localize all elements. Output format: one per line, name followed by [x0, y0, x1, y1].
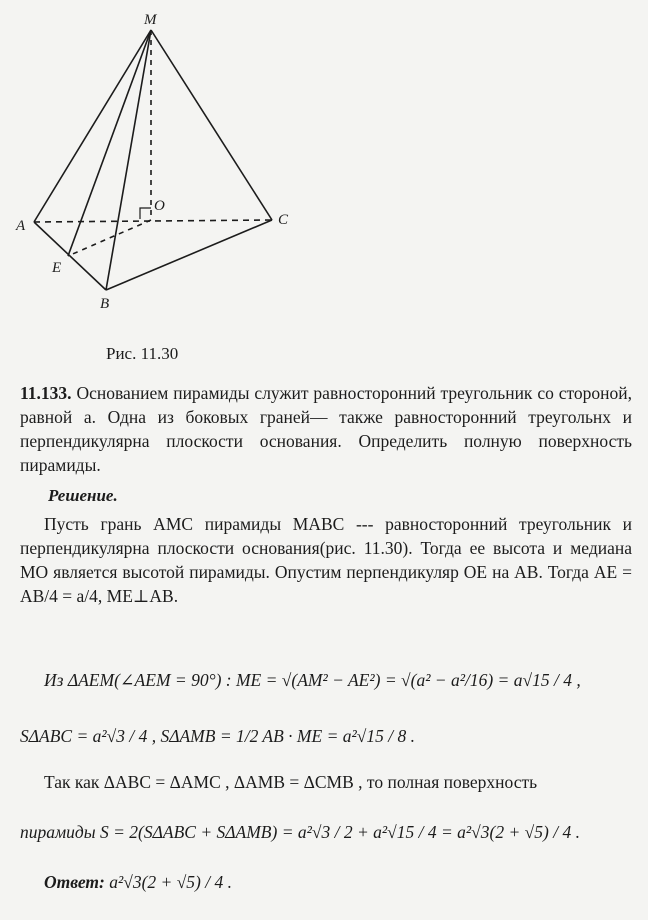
answer-label: Ответ: [44, 872, 105, 892]
solution-heading: Решение. [48, 486, 118, 505]
equal-triangles-line: Так как ΔABC = ΔAMC , ΔAMB = ΔCMB , то полная поверхность [44, 772, 538, 792]
edge-AB [34, 222, 106, 290]
formula-me: Из ΔAEM(∠AEM = 90°) : ME = √(AM² − AE²) = √(a² − a²/16) = a√15 / 4 , [44, 670, 581, 690]
solution-paragraph: Пусть грань AMC пирамиды MABC --- равносторонний треугольник и перпендикулярна плоскости основания(рис. 11.30). Тогда ее высота и медиана MO является высотой пирамиды. Опустим перпендикуляр OE на AB. Тогда AE = AB/4 = a/4, ME⊥AB. [20, 514, 632, 606]
edge-MA [34, 30, 151, 222]
formula-areas: SΔABC = a²√3 / 4 , SΔAMB = 1/2 AB · ME = a²√15 / 8 . [20, 726, 415, 746]
answer-value: a²√3(2 + √5) / 4 . [109, 872, 233, 892]
right-angle-mark [140, 208, 151, 219]
label-B: B [100, 296, 110, 312]
edge-MB [106, 30, 151, 290]
label-M: M [144, 12, 157, 28]
edge-AC-hidden [34, 220, 272, 222]
problem-statement [20, 381, 632, 477]
label-O: O [154, 198, 165, 214]
label-A: A [16, 218, 26, 234]
label-E: E [52, 260, 62, 276]
answer-line [44, 872, 232, 893]
problem-number: 11.133. [20, 383, 72, 403]
formula-total: пирамиды S = 2(SΔABC + SΔAMB) = a²√3 / 2 + a²√15 / 4 = a²√3(2 + √5) / 4 . [20, 822, 580, 842]
edge-BC [106, 220, 272, 290]
problem-text: Основанием пирамиды служит равносторонний треугольник со стороной, равной a. Одна из боковых граней— также равносторонний треугольнх и перпендикулярна плоскости основания. Определить полную поверхность пирамиды. [20, 383, 632, 475]
label-C: C [278, 212, 289, 228]
segment-OE-hidden [68, 220, 151, 256]
figure-caption: Рис. 11.30 [106, 344, 179, 363]
edge-MC [151, 30, 272, 220]
pyramid-figure [0, 0, 320, 325]
